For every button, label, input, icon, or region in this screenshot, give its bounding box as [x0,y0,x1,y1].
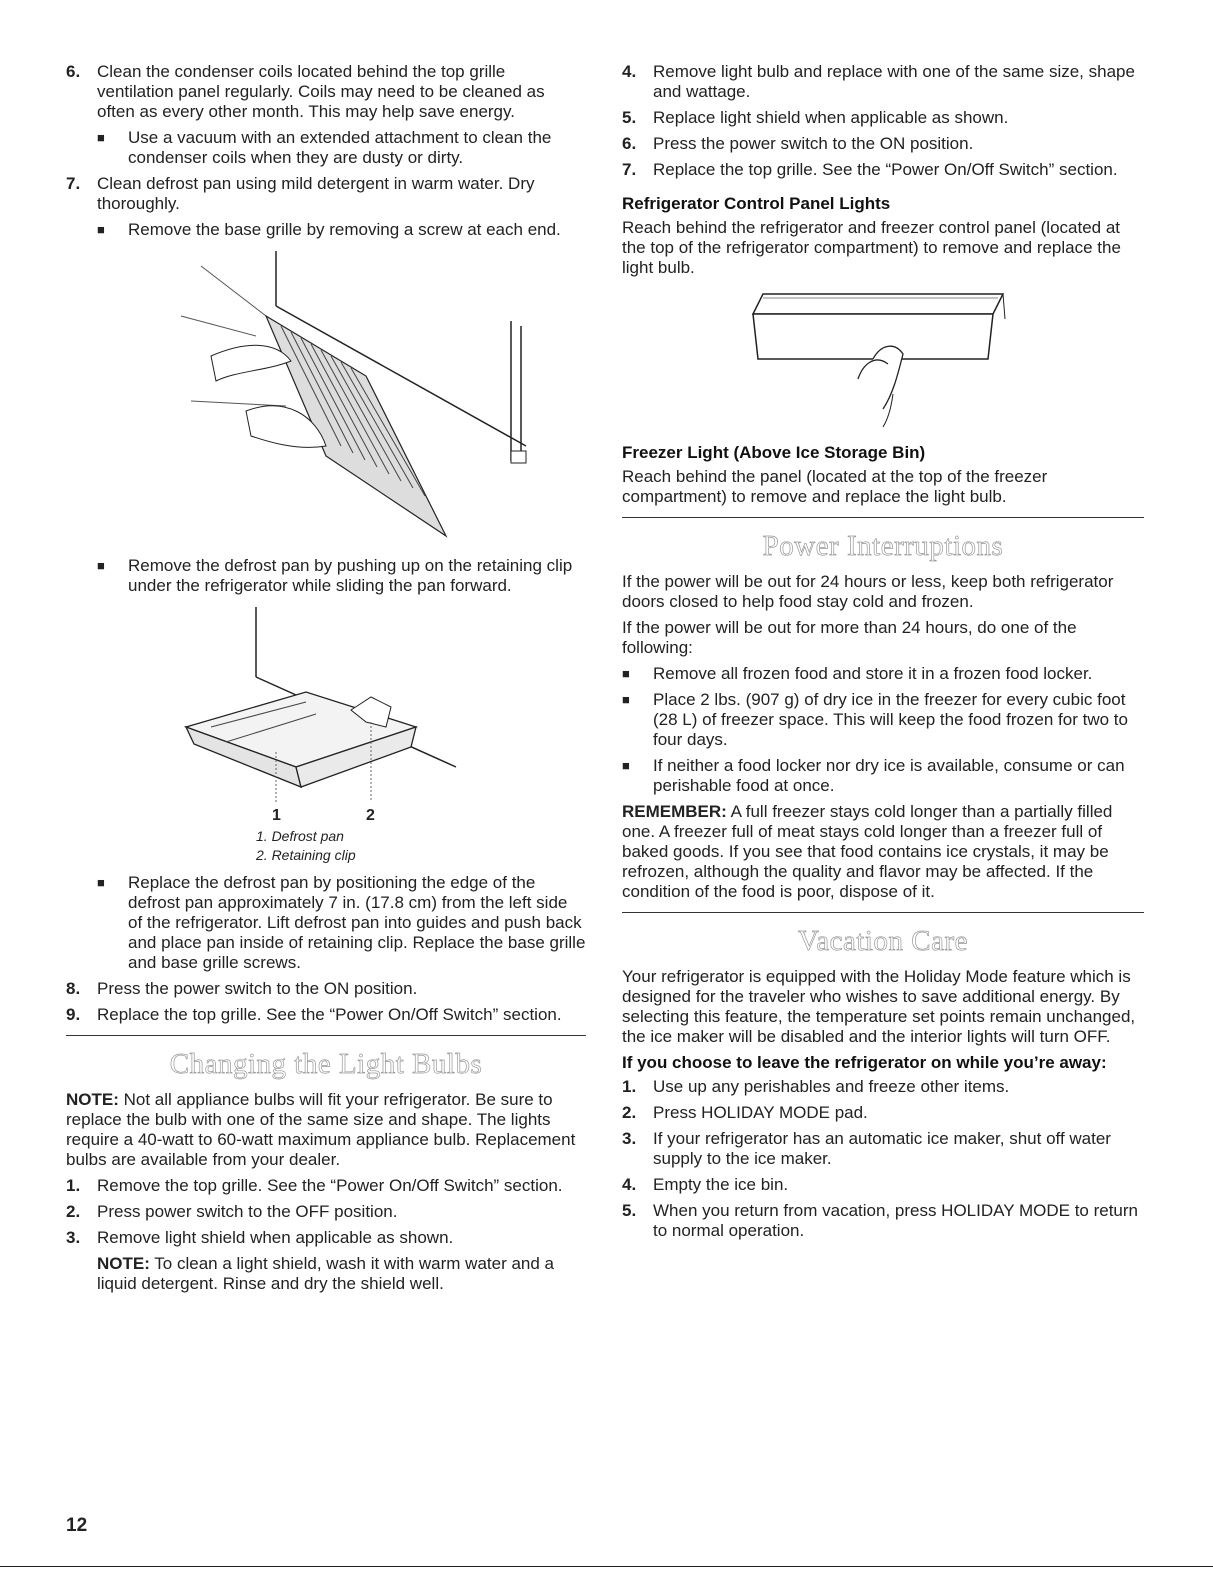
callout-2: 2 [366,807,375,824]
base-grille-illustration [116,246,536,556]
bulb-step-5: 5. Replace light shield when applicable as shown. [622,108,1009,127]
step-8: 8. Press the power switch to the ON position. [66,979,418,998]
bullet-item: ■ Remove the base grille by removing a screw at each end. [97,220,561,239]
vacation-step-1: 1. Use up any perishables and freeze other items. [622,1077,1010,1096]
remember-paragraph: REMEMBER: A full freezer stays cold longer than a partially filled one. A freezer full of meat stays cold longer than a freezer full of baked goods. If you see that food contains ice crystals, it may be refrozen, although the quality and flavor may be affected. If the condition of the food is poor, dispose of it. [622,802,1113,901]
bullet-item: ■ Place 2 lbs. (907 g) of dry ice in the freezer for every cubic foot (28 L) of freezer space. This will keep the food frozen for two to four days. [622,690,1128,749]
bullet-item: ■ Remove the defrost pan by pushing up on the retaining clip under the refrigerator while sliding the pan forward. [97,556,573,595]
caption-defrost-pan: 1. Defrost pan [256,828,344,844]
power-paragraph-1: If the power will be out for 24 hours or less, keep both refrigerator doors closed to help food stay cold and frozen. [622,572,1114,611]
section-title-vacation-care: Vacation Care [798,925,968,957]
bullet-item: ■ Replace the defrost pan by positioning the edge of the defrost pan approximately 7 in. (17.8 cm) from the left side of the refrigerator. Lift defrost pan into guides and push back and place pan inside of retaining clip. Replace the base grille and base grille screws. [97,873,586,972]
light-shield-note: NOTE: To clean a light shield, wash it with warm water and a liquid detergent. Rinse and dry the shield well. [97,1254,554,1293]
bulb-step-4: 4. Remove light bulb and replace with one of the same size, shape and wattage. [622,62,1135,101]
page-number: 12 [66,1515,88,1536]
bulb-step-6: 6. Press the power switch to the ON position. [622,134,974,153]
heading-freezer-light: Freezer Light (Above Ice Storage Bin) [622,443,926,462]
vacation-step-3: 3. If your refrigerator has an automatic ice maker, shut off water supply to the ice maker. [622,1129,1111,1168]
bottom-rule [0,1566,1213,1567]
step-7: 7. Clean defrost pan using mild detergent in warm water. Dry thoroughly. [66,174,535,213]
note-paragraph: NOTE: Not all appliance bulbs will fit your refrigerator. Be sure to replace the bulb with one of the same size and shape. The lights require a 40-watt to 60-watt maximum appliance bulb. Replacement bulbs are available from your dealer. [66,1090,576,1169]
defrost-pan-illustration [166,602,486,827]
heading-vacation-on: If you choose to leave the refrigerator on while you’re away: [622,1053,1107,1072]
divider [66,1035,586,1036]
bulb-step-2: 2. Press power switch to the OFF position. [66,1202,398,1221]
vacation-step-5: 5. When you return from vacation, press HOLIDAY MODE to return to normal operation. [622,1201,1138,1240]
vacation-step-4: 4. Empty the ice bin. [622,1175,789,1194]
control-panel-illustration [743,284,1023,429]
divider [622,517,1144,518]
bullet-item: ■ Remove all frozen food and store it in a frozen food locker. [622,664,1093,683]
divider [622,912,1144,913]
control-panel-lights-text: Reach behind the refrigerator and freezer control panel (located at the top of the refrigerator compartment) to remove and replace the light bulb. [622,218,1121,277]
bulb-step-7: 7. Replace the top grille. See the “Power On/Off Switch” section. [622,160,1118,179]
bulb-step-1: 1. Remove the top grille. See the “Power On/Off Switch” section. [66,1176,563,1195]
vacation-paragraph: Your refrigerator is equipped with the Holiday Mode feature which is designed for the traveler who wishes to save additional energy. By selecting this feature, the temperature set points remain unchanged, the ice maker will be disabled and the interior lights will turn OFF. [622,967,1136,1046]
caption-retaining-clip: 2. Retaining clip [256,847,356,863]
freezer-light-text: Reach behind the panel (located at the top of the freezer compartment) to remove and replace the light bulb. [622,467,1048,506]
step-6: 6. Clean the condenser coils located behind the top grille ventilation panel regularly. Coils may need to be cleaned as often as every other month. This may help save energy. [66,62,545,121]
step-9: 9. Replace the top grille. See the “Power On/Off Switch” section. [66,1005,562,1024]
vacation-step-2: 2. Press HOLIDAY MODE pad. [622,1103,868,1122]
right-column [622,62,1144,1247]
section-title-light-bulbs: Changing the Light Bulbs [169,1048,483,1080]
section-title-power-interruptions: Power Interruptions [762,530,1004,562]
bulb-step-3: 3. Remove light shield when applicable as shown. [66,1228,454,1247]
bullet-item: ■ If neither a food locker nor dry ice is available, consume or can perishable food at once. [622,756,1125,795]
callout-1: 1 [272,807,281,824]
bullet-item: ■ Use a vacuum with an extended attachment to clean the condenser coils when they are dusty or dirty. [97,128,552,167]
heading-control-panel-lights: Refrigerator Control Panel Lights [622,194,891,213]
power-paragraph-2: If the power will be out for more than 24 hours, do one of the following: [622,618,1077,657]
left-column [66,62,586,1300]
